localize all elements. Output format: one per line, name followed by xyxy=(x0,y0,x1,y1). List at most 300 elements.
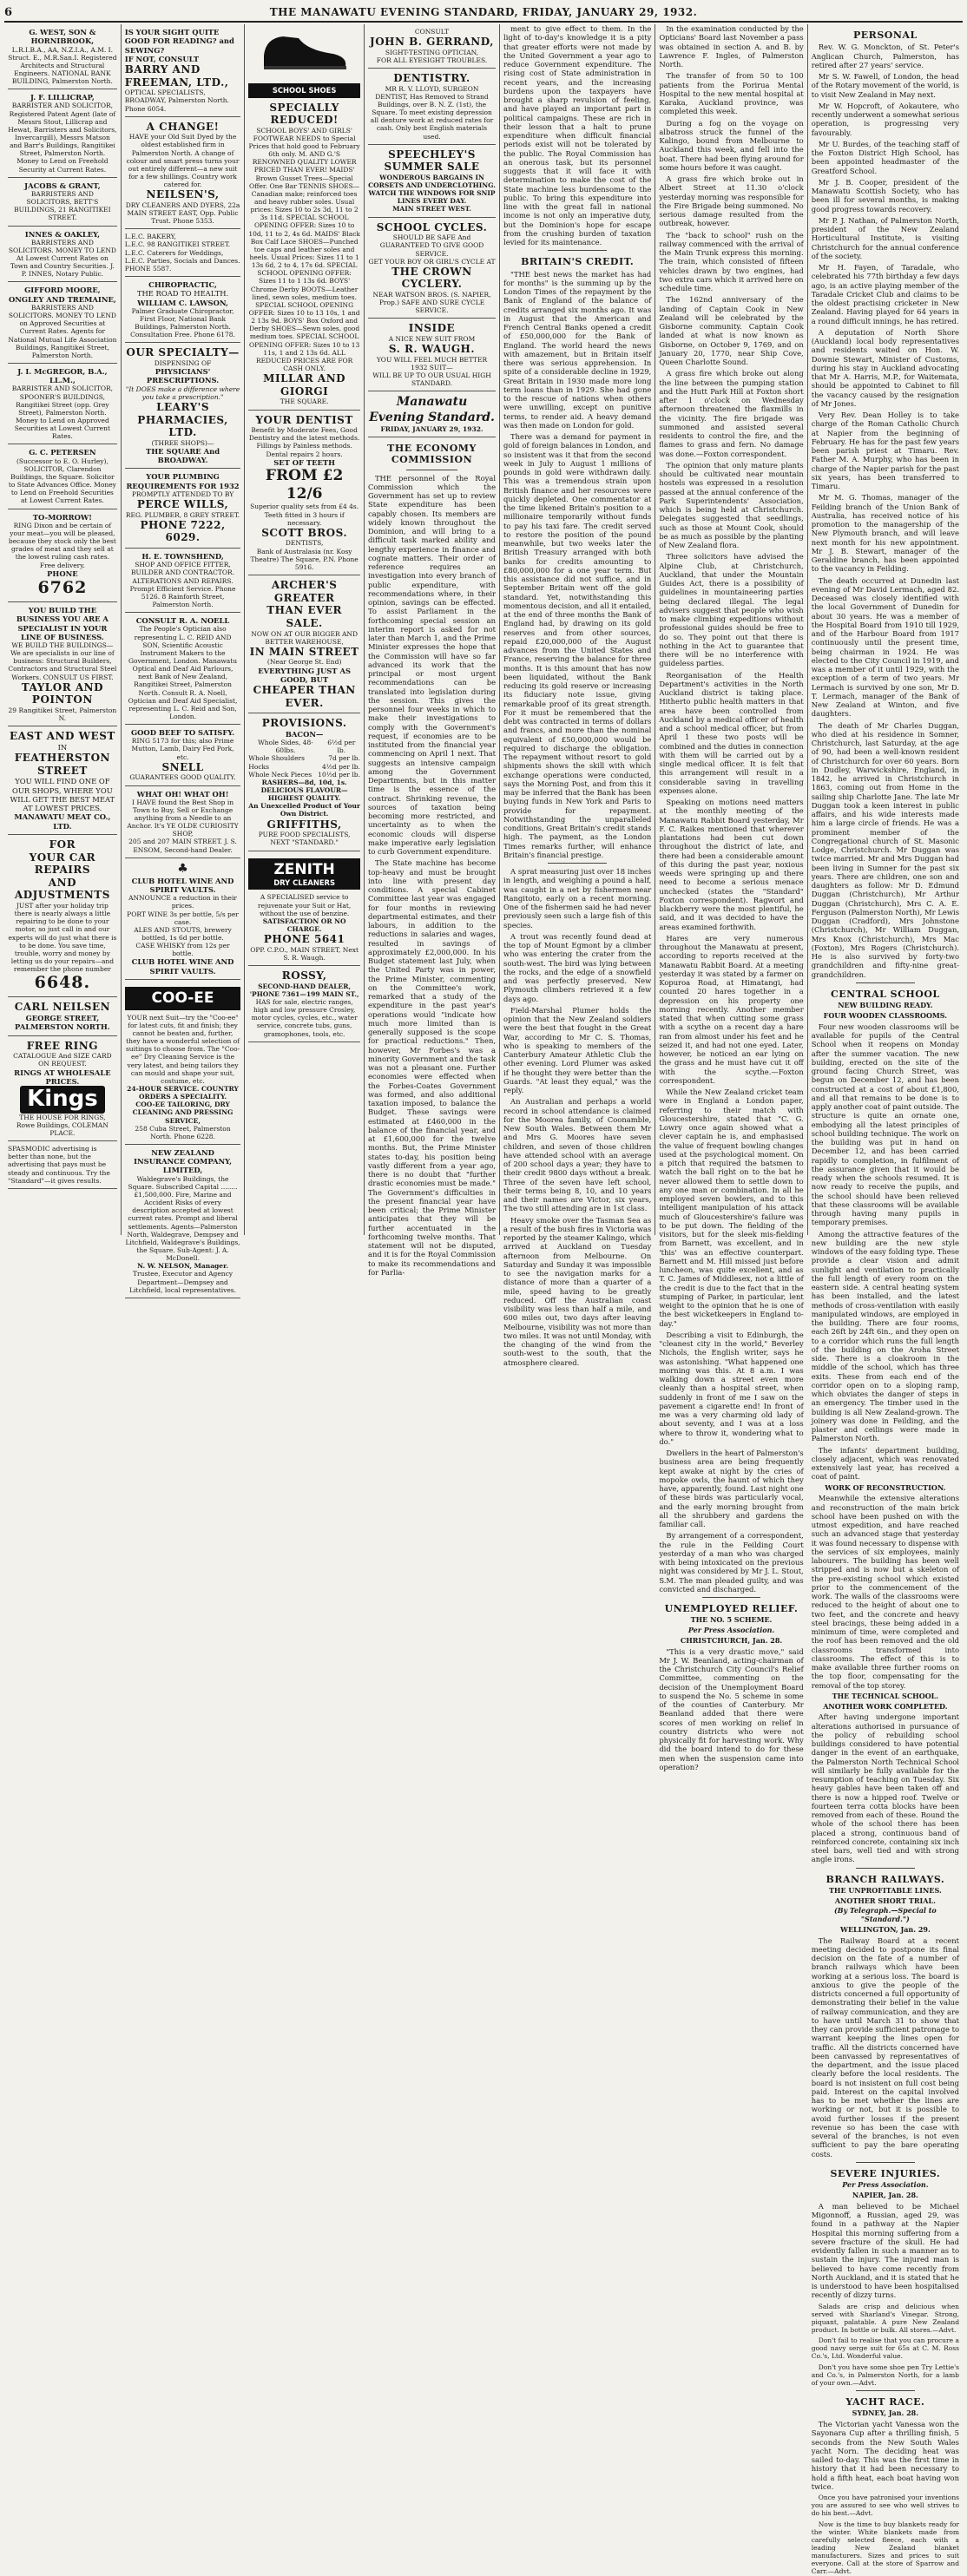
change-ad xyxy=(125,117,241,230)
leary-ad xyxy=(125,343,241,469)
reid-head: CONSULT R. A. NOELL xyxy=(135,616,230,626)
phone-number: 6762 xyxy=(37,577,88,597)
advert-item: Now is the time to buy blankets ready for the winter. White blankets made from carefully selected fleece, each with a leading New Zealand blanket manufacturers. Sizes and prices to suit everyone. Call at the store of Sparrow and Carr.—Advt. xyxy=(811,2520,959,2576)
ad-body: L.R.I.B.A., AA, N.Z.I.A., A.M. I. Struct. E., M.R.San.I. Registered Architects and Structural Engineers. NATIONAL BANK BUILDING, Palmerston North. xyxy=(8,45,117,86)
rule xyxy=(856,982,915,983)
rule xyxy=(856,2162,915,2163)
nz-insurance-ad xyxy=(125,1145,241,1298)
news-item: In the examination conducted by the Opticians' Board last November a pass was obtained in section A. and B. by Lawrence F. Ingles, of Palmerston North. xyxy=(659,24,804,69)
car-body: JUST after your holiday trip there is nearly always a little repairing to be done to your motor, so just call in and our experts will do just what there is to be done. You save time, trouble, worry and money by letting us do your repairs—and remember the phone number xyxy=(8,902,117,974)
professional-ad xyxy=(8,89,117,178)
ad-heading: JACOBS & GRANT, xyxy=(24,181,101,190)
plumbing-ad xyxy=(125,469,241,549)
ring-l1: FREE RING xyxy=(26,1039,99,1052)
meat-l4: YOU WILL FIND ONE OF OUR SHOPS, WHERE YOU WILL GET THE BEST MEAT AT LOWEST PRICES. xyxy=(10,777,115,813)
meat-name: MANAWATU MEAT CO., LTD. xyxy=(14,812,111,831)
branch-head: BRANCH RAILWAYS. xyxy=(826,1873,945,1885)
phone-label: PHONE xyxy=(47,568,78,578)
townshend-name: H. E. TOWNSHEND, xyxy=(141,552,224,562)
advert-item: Once you have patronised your inventions you are assured to see who well strives to do his best.—Advt. xyxy=(811,2494,959,2518)
plumb-l2: REG. PLUMBER, 8 GREY STREET. xyxy=(125,510,240,519)
provisions-l1: BACON— xyxy=(285,729,324,739)
waugh-l4: 1932 SUIT— xyxy=(411,364,453,371)
dentist-price: FROM £2 12/6 xyxy=(265,466,344,503)
ad-body: RING Dixon and be certain of your meat—you will be pleased, because they stock only the best grades of meat and they sell at the lowest ruling cash rates. Free delivery. xyxy=(8,521,116,569)
rossy-l1: SECOND-HAND DEALER, 'PHONE 7361—199 MAIN ST., xyxy=(249,982,359,998)
provision-item: Hocks xyxy=(248,762,269,771)
personal-item: Very Rev. Dean Holley is to take charge of the Roman Catholic Church at Napier from the beginning of February. He has for the past few years been parish priest at Timaru. Rev. Father M. A. Murphy, who has been in charge of the Napier parish for the past six years, has been transferred to Timaru. xyxy=(811,411,959,491)
rule xyxy=(702,1597,760,1598)
carl-street: GEORGE STREET, xyxy=(25,1014,100,1023)
club-price: CASE WHISKY from 12s per bottle. xyxy=(135,942,230,958)
sight-ad xyxy=(125,24,241,117)
cooee-l1: 24-HOUR SERVICE. COUNTRY ORDERS A SPECIALITY. xyxy=(127,1084,239,1101)
speechley-l1: WONDEROUS BARGAINS IN CORSETS AND UNDERCLOTHING. xyxy=(368,173,496,190)
news-item: While the New Zealand cricket team were in England a London paper, referring to their match with Gloucestershire, stated that "C. G. Lowry once again showed what a clever captain he is, and emphasised the value of frequent bowling changes used at the psychological moment. On a pitch that required the batsmen to watch the ball right on to the bat he never allowed them to settle down to any one man or combination. In all he employed seven bowlers, and to this intelligent manipulation of his attack much of Gloucestershire's failure was to be put down. The fielding of the visitors, but for the sleek mis-fielding from Barnett, was excellent, and in 'this' was an effective counterpart. Barnett and M. Hill missed just before luncheon, was quite excellent, and as T. C. James of Middlesex, not a little of the credit is due to the fact that in the stumping of Parker, in particular, lent weight to the opinion that he is one of the best wicketkeepers in England to-day." xyxy=(659,1088,804,1328)
townshend-ad xyxy=(125,549,241,613)
tech-head: THE TECHNICAL SCHOOL. xyxy=(832,1691,939,1700)
bakery-line: PHONE 5587. xyxy=(124,264,172,273)
zenith-phone: PHONE 5641 xyxy=(263,933,345,946)
relief-dateline: CHRISTCHURCH, Jan. 28. xyxy=(680,1635,783,1645)
column-5 xyxy=(500,24,655,1367)
branch-dateline: WELLINGTON, Jan. 29. xyxy=(839,1924,931,1934)
rossy-body: HAS for sale, electric ranges, high and low pressure Crosley, motor cycles, cycles, etc., water service, concrete tubs, guns, gramophones, tools, etc. xyxy=(251,998,358,1038)
provision-price: 6½d per lb. xyxy=(327,739,356,755)
news-item: The 162nd anniversary of the landing of Captain Cook in New Zealand will be celebrated by the Gisborne community. Captain Cook landed at what is now known as Gisborne, on October 9, 1769, and on January 20, 1770, near Ship Cove, Queen Charlotte Sound. xyxy=(659,295,804,366)
personal-item: Mr W. Hopcroft, of Aokautere, who recently underwent a somewhat serious operation, is progressing very favourably. xyxy=(811,101,959,137)
shoes-l2: THE SQUARE. xyxy=(280,398,329,406)
column-4 xyxy=(365,24,500,1277)
club-body: ANNOUNCE a reduction in their prices. xyxy=(128,894,237,910)
change-head: A CHANGE! xyxy=(146,120,220,133)
ad-body: BARRISTERS AND SOLICITORS. MONEY TO LEND on Approved Securities at Current Rates. Agents for National Mutual Life Association Buildings, Rangitikei Street, Palmerston North. xyxy=(8,303,117,359)
spasmodic-ad xyxy=(8,1141,117,1189)
relief-sub: THE NO. 5 SCHEME. xyxy=(690,1615,773,1625)
ring-l2: CATALOGUE And SIZE CARD ON REQUEST. xyxy=(13,1052,112,1068)
news-item: The transfer of from 50 to 100 patients from the Porirua Mental Hospital to the new mental hospital at Karaka, Auckland province, was completed this week. xyxy=(659,71,804,116)
rule xyxy=(548,250,607,251)
cycles-l2: GET YOUR BOY OR GIRL'S CYCLE AT xyxy=(368,257,496,266)
ensom-addr: 205 and 207 MAIN STREET. J. S. ENSOM, Second-hand Dealer. xyxy=(128,838,237,854)
archer-l8: CHEAPER THAN EVER. xyxy=(253,684,356,709)
provisions-l6: PURE FOOD SPECIALISTS, NEXT "STANDARD." xyxy=(258,831,351,847)
zenith-logo-box xyxy=(248,858,360,890)
news-item: By arrangement of a correspondent, the rule in the Feilding Court yesterday of a man who was charged with being intoxicated on the previous night was considered by Mr J. L. Stout, S.M. The man pleaded guilty, and was convicted and discharged. xyxy=(659,1531,804,1594)
ring-ad xyxy=(8,1036,117,1142)
provisions-list xyxy=(248,739,360,779)
professional-ad xyxy=(8,282,117,363)
column-1 xyxy=(4,24,122,1235)
personal-item: Mr S. W. Fawell, of London, the head of the Rotary movement of the world, is to visit New Zealand in May next. xyxy=(811,72,959,99)
reid-ad xyxy=(125,613,241,725)
carl-town: PALMERSTON NORTH. xyxy=(15,1022,110,1032)
snell-name: SNELL xyxy=(161,760,204,773)
professional-ad xyxy=(8,24,117,89)
britain-paragraph: There was a demand for payment in gold of foreign balances in London, and so insistent was it that from the second week in July to August 1 millions of pounds in gold were withdrawn daily. This was a tremendous strain upon British finance and her resources were quickly depleted. One commentator at the time likened Britain's position to a millionaire temporarily without funds to pay his taxi fare. The credit served to restore the position of the pound meanwhile, but two weeks later the British Treasury arranged with both banks for credits amounting to £80,000,000 for a one year term. But this assistance did not suffice, and in September Britain went off the gold standard. Yet, notwithstanding this momentous decision, and all it entailed, at the end of three months the Bank of England had, by drawing on its gold reserves and from other sources, repaid £20,000,000 of the August advances from the United States and France, reserving the balance for three months. It is this amount that has now been liquidated, without the Bank reducing its gold reserve or increasing its fiduciary note issue, giving remarkable proof of its great strength. For it must be remembered that the debt was contracted in terms of dollars and francs, and more than the nominal equivalent of £50,000,000 would be required to discharge the obligation. The repayment without resort to gold shipments shows the skill with which exchange operations were conducted, says the Morning Post, and from this it may be inferred that the Bank has been buying funds in New York and Paris to provide for repayment. Notwithstanding the unparalleled conditions, Great Britain's credit stands high. The payment, as the London Times remarks further, will enhance Britain's financial prestige. xyxy=(503,432,652,859)
masthead xyxy=(4,3,963,23)
speechley-head: SPEECHLEY'S SUMMER SALE xyxy=(384,148,480,174)
provision-row xyxy=(248,739,360,754)
professional-ad xyxy=(8,364,117,444)
car-phone: 6648. xyxy=(34,973,91,993)
provision-item: Whole Sides, 48-60lbs. xyxy=(258,739,313,755)
nzins-head: NEW ZEALAND INSURANCE COMPANY, LIMITED, xyxy=(134,1147,232,1175)
bakery-line: L.E.C. Parties, Socials and Dances. xyxy=(124,256,240,265)
tech-sub: ANOTHER WORK COMPLETED. xyxy=(823,1701,948,1711)
provision-item: Whole Shoulders xyxy=(248,754,305,763)
townshend-body: ALTERATIONS AND REPAIRS. Prompt Efficient Service. Phone 5126. 8 Rainforth Street, Palmerston North. xyxy=(129,576,236,609)
shoes-l1: SPECIALLY REDUCED! xyxy=(269,101,339,127)
ad-heading: J. I. McGREGOR, B.A., LL.M., xyxy=(17,366,108,385)
severe-body: A man believed to be Michael Migonnoff, a Russian, aged 29, was found in a pathway at the Napier Hospital this morning suffering from a severe fracture of the skull. He had evidently fallen in such a manner as to sustain the injury. The injured man is believed to have come recently from North Auckland, and it is stated that he is understood to have been hospitalised recently of dizzy turns. xyxy=(811,2201,959,2300)
archer-line: THAN EVER SALE. xyxy=(266,604,343,629)
news-item: Describing a visit to Edinburgh, the "cleanest city in the world," Beverley Nichols, the English writer, says he was astonishing. "What happened one morning was this. At 8 a.m. I was walking down a street even more cleanly than a hospital street, when suddenly in front of me I saw on the pavement a cigarette end! In front of me was a very charming old lady of about seventy, and I was at a loss where to throw it, wondering what to do." xyxy=(659,1330,804,1446)
ad-firm: TAYLOR AND POINTON xyxy=(21,680,104,706)
personal-item: The death occurred at Dunedin last evening of Mr David Lermach, aged 82. Deceased was closely identified with the local Government of Dunedin for about 30 years. He was a member of the Hospital Board from 1910 till 1929, and of the Harbour Board from 1917 continuously until the present time, being chairman in 1924. He was elected to the City Council in 1919, and was a member of it until 1929, with the exception of a term of two years. Mr Lermach is survived by one son, Mr D. T. Lermach, manager of the Bank of New Zealand at Winton, and five daughters. xyxy=(811,575,959,719)
dentist-l2: DENTISTS, xyxy=(285,539,324,548)
school-sub2: FOUR WOODEN CLASSROOMS. xyxy=(823,1011,948,1021)
gerrand-ad xyxy=(368,24,496,69)
branch-sub1: THE UNPROFITABLE LINES. xyxy=(828,1885,942,1895)
archer-l7: GOOD, BUT xyxy=(280,674,329,684)
ad-body: WE BUILD THE BUILDINGS—We are specialists in our line of business: Structural Builders, Contractors and Structural Steel Workers. CONSULT US FIRST. xyxy=(8,641,117,681)
rossy-ad xyxy=(248,966,360,1042)
news-item: The opinion that only mature plants should be cultivated near mountain hostels was expressed in a resolution passed at the annual conference of the Park Superintendents' Association, which is being held at Christchurch. Delegates suggested that seedlings, such as those at Mount Cook, should be as much as possible by the planting of New Zealand flora. xyxy=(659,460,804,549)
news-item: Reorganisation of the Health Department's activities in the North Auckland district is taking place. Hitherto public health matters in that area have been controlled from Auckland by a medical officer of health and a school medical officer, but from April 1 these two posts will be combined and the duties in connection with them will be carried out by a single medical officer. It is felt that this arrangement will result in a considerable saving in travelling expenses alone. xyxy=(659,670,804,795)
news-item: An Australian and perhaps a world record in school attendance is claimed for the Moorea family, of Coonamble, New South Wales. Between them Mr and Mrs G. Moores have seven children, and seven of those children have attended school with an average of 200 school days a year; they have to their credit 9800 days without a break. Three of the seven have left school, their terms being 8, 10, and 10 years and their names are Victor, six years, The two still attending are in 1st class. xyxy=(503,1097,652,1213)
ad-heading: J. F. LILLICRAP, xyxy=(30,93,95,102)
school-paragraph: Four new wooden classrooms will be available for pupils of the Central School when it reopens on Monday after the summer vacation. The new building, erected on the site of the ground facing Church Street, was begun on December 12, and has been constructed at a cost of about £1,800, and all that remains to be done is to apply another coat of paint outside. The structure is quite an ornate one, embodying all the latest principles of school building technique. The work on the building was put in hand on December 12, and has been carried rapidly to completion, in fulfilment of the assurance given that it would be ready when the schools resumed. It is now ready to receive the pupils, and the school should have been relieved that these classrooms will be available through having many pupils in temporary premises. xyxy=(811,1022,959,1227)
relief-credit: Per Press Association. xyxy=(687,1626,775,1635)
ad-heading: GIFFORD MOORE, ONGLEY AND TREMAINE, xyxy=(8,286,116,304)
car-l3: AND ADJUSTMENTS xyxy=(14,876,110,902)
ad-address: 29 Rangitikei Street, Palmerston N. xyxy=(8,706,117,723)
branch-body: The Railway Board at a recent meeting decided to postpone its final decision on the fate of a number of branch railways which have been working at a serious loss. The board is anxious to give the people of the districts concerned a full opportunity of demonstrating their belief in the value of railway communication, and they are to have until March 31 to show that they can provide sufficient patronage to warrant keeping the lines open for traffic. All the districts concerned have been canvassed by representatives of the department, and the issue placed clearly before the local residents. The board is not insistent on full cost being paid. Interest on the capital involved has to be met whether the lines are working or not, but it is possible to avoid further losses if the present revenue so has been the case with several of the branches, is not even sufficient to pay the bare operating costs. xyxy=(811,1935,959,2159)
scott-dentist-ad xyxy=(248,411,360,576)
britain-paragraph: "THE best news the market has had for months" is the summing up by the London Times of the repayment by the Bank of England of the balance of credits arranged six months ago. It was in August that the American and French Central Banks opened a credit of £50,000,000 for the Bank of England. The world heard the news with amazement, but in Britain itself there was serious apprehension. In spite of a considerable decline in 1929, Great Britain in 1930 made more long term loans than in 1929. She had gone to the rescue of nations when others were unwilling, except on punitive terms, to render aid. A heavy demand was then made on London for gold. xyxy=(503,269,652,430)
carl-neilsen-ad xyxy=(8,997,117,1035)
bakery-line: L.E.C. 98 RANGITIKEI STREET. xyxy=(124,240,231,249)
editorial-continued: ment to give effect to them. In the light of to-day's knowledge it is a pity that greater efforts were not made by the United Government a year ago to reduce Government expenditure. The rising cost of State administration in recent years, and the increasing burdens upon the taxpayers have brought a sharp revulsion of feeling, and have played an important part in political campaigns. These are rich in their lesson that a halt to prune expenditure when difficult financial periods exist will not be tolerated by the public. The Royal Commission has an onerous task, but its personnel suggests that it will face it with determination to make the cost of the State machine less burdensome to the public. To bring this expenditure into line with the great fall in national income is not only an imperative duty, but the Dominion's hope for escape from the crushing burden of taxation levied for its maintenance. xyxy=(503,24,652,246)
shoes-body: SCHOOL BOYS' AND GIRLS' FOOTWEAR NEEDS to Special Prices that hold good to February 6th only. M. AND G.'S RENOWNED QUALITY LOWER PRICED THAN EVER! MAIDS' Brown Gusset Trees—Special Offer. One Bar TENNIS SHOES—Canadian make; reinforced toes and heavy rubber soles. Usual prices: Sizes 10 to 2s 3d, 11 to 2 3s 11d. SPECIAL SCHOOL OPENING OFFER: Sizes 10 to 10d, 11 to 2, 4s 6d. MAIDS' Black Box Calf Lace SHOES—Punched toe caps and leather soles and heels. Usual Prices: Sizes 11 to 1 13s 6d, 2 to 4, 17s 6d. SPECIAL SCHOOL OPENING OFFER: Sizes 11 to 1 13s 6d. BOYS' Chrome Derby BOOTS—Leather lined, sewn soles, medium toes. SPECIAL SCHOOL OPENING OFFER: Sizes 10 to 13 10s, 1 and 2 13s 9d. BOYS' Box Oxford and Derby SHOES—Sewn soles, good medium toes. SPECIAL SCHOOL OPENING OFFER: Sizes 10 to 13 11s, 1 and 2 13s 6d. ALL REDUCED PRICES ARE FOR CASH ONLY. xyxy=(248,126,360,372)
speechley-ad xyxy=(368,145,496,218)
gerrand-l2: SIGHT-TESTING OPTICIAN, xyxy=(385,48,479,56)
school-paragraph: Among the attractive features of the new building are the new style windows of the easy folding type. These provide a clear vision and admit sunlight and ventilation to practically the full length of every room on the eastern side. A central heating system has been installed, and the latest methods of cross-ventilation with easily manipulated windows, are employed in the building. There are four rooms, each 26ft by 24ft 6in., and they open on to a corridor which runs the full length of the building on the Aroha Street side. There is a cloakroom in the middle of the school, which has three exits. These from each end of the corridor open on to a sloping ramp, which obviates the danger of steps in an emergency. The timber used in the building is all New Zealand-grown. The joinery was done in Feilding, and the plaster and ceilings were made in Palmerston North. xyxy=(811,1229,959,1443)
severe-dateline: NAPIER, Jan. 28. xyxy=(852,2191,918,2200)
sight-l2: IF NOT, CONSULT xyxy=(124,54,200,63)
zenith-ad xyxy=(248,851,360,967)
editorial-paragraph: THE personnel of the Royal Commission which the Government has set up to review State expenditure has been capably chosen. Its members are widely known throughout the Dominion, and will bring to a difficult task marked ability and lengthy experience in finance and cognate matters. Their order of reference requires an investigation into every branch of public expenditure, with recommendations where, in their opinion, savings can be effected. To assist Parliament in the forthcoming special session an interim report is asked for not later than March 1, and the Prime Minister expresses the hope that the Commission will have so far advanced its work that the principal or most urgent recommendations can be translated into legislation during the session. This gives the personnel four weeks in which to make their investigations to comply with the Government's request, if economies are to be instituted from the financial year commencing on April 1 next. That suggests an intensive campaign among the Government Departments, but in this matter time is the essence of the contract. Shrinking revenue, the sources of taxation being becoming more restricted, and uncertainty as to when the economic clouds will disperse make imperative early legislation to curb Government expenditure. xyxy=(367,473,497,857)
plumb-phone: PHONE 7222, 6029. xyxy=(140,518,226,544)
provision-row xyxy=(248,771,360,779)
news-item: The "back to school" rush on the railway commenced with the arrival of the Main Trunk express this morning. The train, which consisted of fifteen vehicles drawn by two engines, had two extra cars which it arrived here on schedule time. xyxy=(659,230,804,292)
column-7 xyxy=(808,24,963,2576)
chiro-l1: THE ROAD TO HEALTH. xyxy=(136,289,229,299)
archer-l4: IN MAIN STREET xyxy=(249,645,359,658)
yacht-body: The Victorian yacht Vanessa won the Sayonara Cup after a thrilling finish, 5 seconds from the New South Wales yacht Norn. The deciding heat was sailed to-day. This was the first time in history that it had been necessary to hold a fifth heat, each boat having won twice. xyxy=(811,2420,959,2491)
shoes-name: MILLAR AND GIORGI xyxy=(263,372,346,398)
ad-body: (Successor to E. O. Hurley), SOLICITOR, Clarendon Buildings, the Square. Solicitor to State Advances Office. Money to Lend on Freehold Securities at Lowest Current Rates. xyxy=(8,457,116,505)
personal-item: Rev. W. G. Monckton, of St. Peter's Anglican Church, Palmerston, has retired after 27 years' service. xyxy=(811,43,959,69)
rule xyxy=(856,1868,915,1869)
dentistry-body: MR R. V. LLOYD, SURGEON DENTIST, Has Removed to Strand Buildings, over B. N. Z. (1st), the Square. To meet existing depression all denture work at reduced rates for cash. Only best English materials used. xyxy=(370,84,494,141)
ad-heading: YOU BUILD THE BUSINESS YOU ARE A SPECIALIST IN YOUR LINE OF BUSINESS. xyxy=(16,606,109,641)
nameplate-l2: Evening Standard. xyxy=(369,410,495,424)
provision-price: 7d per lb. xyxy=(328,754,360,763)
cycles-head: SCHOOL CYCLES. xyxy=(376,220,488,233)
cycles-l3: NEAR WATSON BROS. (S. NAPIER, Prop.) SAFE AND SURE CYCLE SERVICE. xyxy=(372,291,491,315)
meat-ad xyxy=(8,726,117,835)
column-2 xyxy=(122,24,246,1294)
personal-item: Mr H. Fayen, of Taradale, who celebrated his 77th birthday a few days ago, is an active playing member of the Taradale Cricket Club and claims to be the oldest practising cricketer in New Zealand. Having played for 64 years in a round difficult innings, he has retired. xyxy=(811,263,959,325)
sight-l3: OPTICAL SPECIALISTS, BROADWAY, Palmerston North. Phone 6054. xyxy=(124,89,229,113)
dentist-head: YOUR DENTIST xyxy=(255,413,353,426)
club-name: CLUB HOTEL WINE AND SPIRIT VAULTS. xyxy=(131,876,234,895)
news-item: A grass fire which broke out in Albert Street at 11.30 o'clock yesterday morning was responsible for the Fire Brigade being summoned. No serious damage resulted from the outbreak, however. xyxy=(659,174,804,228)
leary-l3: (THREE SHOPS)— xyxy=(151,438,214,447)
ad-body: BARRISTERS AND SOLICITORS. MONEY TO LEND At Lowest Current Rates on Town and Country Securities. J. P. INNES, Notary Public. xyxy=(8,238,116,279)
professional-ad xyxy=(8,178,117,227)
club-price: PORT WINE 3s per bottle, 5/s per case. xyxy=(127,910,239,926)
provision-row xyxy=(248,763,360,771)
provisions-l2: RASHERS—8d, 10d, 1s. xyxy=(261,778,347,786)
snell-body: RING 5173 for this; also Prime Mutton, Lamb, Dairy Fed Pork, etc. xyxy=(131,737,234,761)
bakery-line: L.E.C. BAKERY, xyxy=(124,233,177,241)
gerrand-l3: FOR ALL EYESIGHT TROUBLES. xyxy=(376,56,488,64)
news-item: Hares are very numerous throughout the Manawatu at present, according to reports received at the Manawatu Rabbit Board. At a meeting yesterday it was stated by a farmer on Kopuroa Road, at Himatangi, had counted 20 hares together in a depression on his property one morning recently. Another member stated that when cutting some grass with a scythe on a recent day a hare ran from almost under his feet and he seized it, and had not one eyed. Later, however, he noticed an ear lying on the grass and he must have cut it off with the scythe.—Foxton correspondent. xyxy=(659,933,804,1085)
ad-body: BARRISTERS AND SOLICITORS, BETT'S BUILDINGS, 21 RANGITIKEI STREET. xyxy=(14,189,111,222)
zenith-addr: OPP. C.P.O., MAIN STREET, Next S. R. Waugh. xyxy=(250,945,359,962)
spasmodic-note: SPASMODIC advertising is better than none, but the advertising that pays must be steady and continuous. Try the "Standard"—it gives results. xyxy=(8,1145,110,1185)
ad-heading: G. WEST, SON & HORNIBROOK, xyxy=(29,28,96,46)
personal-head: PERSONAL xyxy=(853,30,918,41)
archer-l5: (Near George St. End) xyxy=(266,658,342,667)
bakery-ad xyxy=(125,229,241,277)
plumb-name: PERCE WILLS, xyxy=(136,498,229,511)
shoe-icon xyxy=(257,30,352,76)
provision-price: 4½d per lb. xyxy=(321,762,360,771)
page-number: 6 xyxy=(4,5,13,19)
sight-l1: IS YOUR SIGHT QUITE GOOD FOR READING? and SEWING? xyxy=(124,28,234,55)
gerrand-name: JOHN B. GERRAND, xyxy=(370,36,494,49)
provisions-name: GRIFFITHS, xyxy=(266,818,342,831)
ring-l3: RINGS AT WHOLESALE PRICES. xyxy=(14,1068,111,1086)
leary-l2: PHYSICIANS' PRESCRIPTIONS. xyxy=(146,367,220,385)
school-head: CENTRAL SCHOOL xyxy=(831,988,940,1000)
news-item: Heavy smoke over the Tasman Sea as a result of the bush fires in Victoria was reported by the steamer Kalingo, which arrived at Auckland on Tuesday afternoon from Melbourne. On Saturday and Sunday it was impossible to see the navigation marks for a distance of more than a quarter of a mile, speed having to be greatly reduced. Off the Australian coast visibility was less than half a mile, and 600 miles out, two days after leaving Melbourne, visibility was not more than two miles. It was not until Monday, with the changing of the wind from the south-west to the south, that the atmosphere cleared. xyxy=(503,1215,652,1367)
cooee-body: YOUR next Suit—try the "Coo-ee" for latest cuts, fit and finish; they cannot be beaten and, further, they have a wonderful selection of suitings to choose from. The "Coo-ee" Dry Cleaning Service is the very latest, and being tailors they can mould and shape your suit, costume, etc. xyxy=(125,1013,240,1085)
waugh-name: S. R. WAUGH. xyxy=(388,343,476,356)
kings-logo: Kings xyxy=(20,1086,105,1114)
news-item: A grass fire which broke out along the line between the pumping station and the Hutt Park Hill at Foxton short after 1 o'clock on Wednesday afternoon threatened the flaxmills in the vicinity. The fire brigade was summoned and assisted several residents to control the fire, and the flames to grass and fern. No damage was done.—Foxton correspondent. xyxy=(659,369,804,458)
snell-l2: GUARANTEES GOOD QUALITY. xyxy=(129,773,236,782)
nzins-name: N. W. NELSON, Manager. xyxy=(137,1262,228,1271)
advert-item: Salads are crisp and delicious when served with Sharland's Vinegar. Strong, piquant, palatable. A pure New Zealand product. In bottle or bulk. All stores.—Advt. xyxy=(811,2302,959,2335)
dentist-name: SCOTT BROS. xyxy=(261,526,348,539)
tech-body: After having undergone important alterations authorised in pursuance of the policy of rebuilding school buildings considered to have potential danger in the event of an earthquake, the Palmerston North Technical School will similarly be fully available for the resumption of teaching on Tuesday. Six heavy gables have been taken off and there is now a hipped roof. Twelve or fourteen terra cotta blocks have been removed from each of these. Round the whole of the school there has been placed a strong, continuous band of reinforced concrete, containing six inch steel bars, well tied and with strong angle irons. xyxy=(811,1712,959,1864)
ad-body: BARRISTER AND SOLICITOR, SPOONER'S BUILDINGS, Rangitikei Street (opp. Grey Street), Palmerston North. Money to Lend on Approved Securities at Lowest Current Rates. xyxy=(11,384,114,441)
dentist-body2: Superior quality sets from £4 4s. Teeth fitted in 3 hours if necessary. xyxy=(250,503,359,527)
meat-l3: FEATHERSTON STREET xyxy=(14,752,110,777)
newspaper-page xyxy=(4,3,963,2576)
news-item: Field-Marshal Plumer holds the opinion that the New Zealand soldiers were the best that fought in the Great War, according to Mr C. S. Thomas, who is speaking to members of the Canterbury Amateur Athletic Club the other evening. Lord Plumer was asked if he thought they were better than the Guards. "At least they equal," was the reply. xyxy=(503,1005,652,1095)
nameplate-date: FRIDAY, JANUARY 29, 1932. xyxy=(380,424,484,433)
recon-body: Meanwhile the extensive alterations and reconstruction of the main brick school have been pushed on with the utmost expedition, and have reached such an advanced stage that yesterday it was found necessary to dispense with the services of six employees, mainly labourers. The building has been well stripped and is now but a skeleton of the pre-existing school which existed prior to the commencement of the work. The walls of the classrooms were reduced to the height of about one to two feet, and the concrete and heavy steel bracings, these being added in a minimum of time, were completed and the roof has been removed and the old classrooms transformed into classrooms. The effect of this is to make available three further rooms on the top floor, compensating for the removal of the top storey. xyxy=(811,1494,959,1690)
zenith-logo2: DRY CLEANERS xyxy=(273,878,336,888)
archer-l6: EVERYTHING JUST AS xyxy=(258,666,351,675)
gerrand-l1: CONSULT xyxy=(414,28,450,36)
cycles-ad xyxy=(368,218,496,319)
school-sub1: NEW BUILDING READY. xyxy=(838,1001,933,1010)
column-6 xyxy=(655,24,807,1771)
sight-name: BARRY AND FREEMAN, LTD., xyxy=(124,63,229,89)
relief-head: UNEMPLOYED RELIEF. xyxy=(664,1603,799,1614)
news-item: A trout was recently found dead at the top of Mount Egmont by a climber who was entering the crater from the south-west. The bird was lying between the rocks, and the edge of a snowfield and was perfectly preserved. New Plymouth climbers retrieved it a few days ago. xyxy=(503,931,652,1003)
club-l4: CLUB HOTEL WINE AND SPIRIT VAULTS. xyxy=(131,957,234,976)
professional-ad xyxy=(8,227,117,283)
ensom-ad xyxy=(125,786,241,858)
dentist-teeth: SET OF TEETH xyxy=(273,457,336,467)
archer-sale-ad xyxy=(248,575,360,713)
car-l2: YOUR CAR REPAIRS xyxy=(29,851,96,877)
personal-item: Mr M. G. Thomas, manager of the Feilding branch of the Union Bank of Australia, has received notice of his promotion to the managership of the New Plymouth branch, and will leave next month for his new appointment. Mr J. B. Stewart, manager of the Geraldine branch, has been appointed to the vacancy in Feilding. xyxy=(811,493,959,574)
provision-item: Whole Neck Pieces xyxy=(248,770,312,779)
ad-heading: TO-MORROW! xyxy=(32,512,92,522)
provisions-l4: HIGHEST QUALITY. xyxy=(267,794,341,803)
severe-credit: Per Press Association. xyxy=(842,2180,929,2190)
professional-ad xyxy=(8,602,117,726)
dentistry-head: DENTISTRY. xyxy=(393,72,470,85)
change-name: NEILSEN'S, xyxy=(146,188,220,201)
news-item: Speaking on motions need matters at the monthly meeting of the Manawatu Rabbit Board yesterday, Mr F. C. Raikes mentioned that wherever plantations had been cut down throughout the district of late, and there had been a considerable amount of this during the past year, noxious weeds were springing up and there need to become a serious menace unchecked (states the "Standard" Foxton correspondent). Ragwort and blackberry were the most plentiful, he said, and it was decided to have the areas examined forthwith. xyxy=(659,798,804,931)
change-body: HAVE your Old Suit Dyed by the oldest established firm in Palmerston North. A change of colour and smart press turns your out entirely different—a new suit for a few shillings. Country work catered for. xyxy=(126,133,240,189)
zenith-body: A SPECIALISED service to rejuvenate your Suit or Hat, without the use of benzine. xyxy=(258,893,352,917)
leary-l1: DISPENSING OF xyxy=(154,358,212,367)
meat-l1: EAST AND WEST xyxy=(9,730,115,743)
personal-item: Mr P. J. Nathan, of Palmerston North, president of the New Zealand Horticultural Institute, is visiting Christchurch for the annual conference of the society. xyxy=(811,215,959,260)
leary-quote: "It DOES make a difference where you take a prescription." xyxy=(125,384,240,401)
provisions-l3: DELICIOUS FLAVOUR— xyxy=(260,786,348,795)
editorial-head: THE ECONOMY COMMISSION xyxy=(387,442,477,466)
chiro-body: Palmer Graduate Chiropractor, First Floor, National Bank Buildings, Palmerston North. Consultation Free. Phone 6178. xyxy=(130,306,235,339)
severe-head: SEVERE INJURIES. xyxy=(830,2167,941,2179)
branch-credit: (By Telegraph.—Special to "Standard.") xyxy=(833,1906,937,1924)
yacht-head: YACHT RACE. xyxy=(845,2396,925,2408)
relief-body: "This is a very drastic move," said Mr J. W. Beanland, acting-chairman of the Christchurch City Council's Relief Committee, commenting on the decision of the Unemployment Board to suspend the No. 5 scheme in some of the counties of Canterbury. Mr Beanland added that there were scores of men working on relief in country districts who were not physically fit for harvesting work. Why did the board intend to do for these men when the suspension came into operation? xyxy=(659,1646,804,1771)
cooee-l2: COO-EE TAILORING, DRY CLEANING AND PRESSING SERVICE, xyxy=(132,1101,234,1125)
news-item: A sprat measuring just over 18 inches in length, and weighing a pound a half, was caught in a net by fishermen near Rangitoto, early on a recent morning. One of the fishermen said he had never previously seen such a large fish of this species. xyxy=(503,867,652,930)
reid-body: The People's Optician also representing L. C. REID AND SON, Scientific Acoustic Instrument Makers to the Government, London. Manawatu Optical and Deaf Aid Parlours, next Bank of New Zealand, Rangitikei Street, Palmerston North. Consult R. A. Noell, Optician and Deaf Aid Specialist, representing L. C. Reid and Son, London. xyxy=(128,625,238,720)
snell-head: GOOD BEEF TO SATISFY. xyxy=(130,728,235,738)
waugh-ad xyxy=(368,319,496,391)
carl-name: CARL NEILSEN xyxy=(14,1001,111,1014)
nzins-body: Waldegrave's Buildings, the Square. Subscribed Capital ........ £1,500,000. Fire, Marine and Accident Risks of every description accepted at lowest current rates. Prompt and liberal settlements. Agents—Palmerston North, Waldegrave, Dempsey and Litchfield, Waldegrave's Buildings, the Square. Sub-Agent: J. A. McDonell. xyxy=(125,1174,240,1263)
speechley-l2: WATCH THE WINDOWS FOR SNIP LINES EVERY DAY. xyxy=(368,189,496,206)
ring-l5: Rowe Buildings, COLEMAN PLACE. xyxy=(16,1120,109,1138)
chiropractic-ad xyxy=(125,277,241,343)
leary-l4: THE SQUARE And BROADWAY. xyxy=(146,446,220,465)
cooee-logo: COO-EE xyxy=(125,987,241,1010)
cooee-ad xyxy=(125,980,241,1145)
dentist-body: Benefit by Moderate Fees, Good Dentistry and the latest methods. Fillings by Painless methods. Dental repairs 2 hours. xyxy=(248,426,360,458)
personal-item: The death of Mr Charles Duggan, who died at his residence in Somner, Christchurch, last Saturday, at the age of 90, had been a well-known resident of Christchurch for over 60 years. Born in Dudley, Warwickshire, England, in 1842, he arrived in Christchurch in 1863, coming out from Home in the sailing ship Charlotte Jane. The late Mr Duggan took a keen interest in public affairs, and his wide interests made him a large circle of friends. He was a prominent member of the Congregational church of St. Masonic Lodge, Christchurch. Mr Duggan was twice married. Mr and Mrs Duggan had been living in Sumner for the past six years. There are children, one son and daughters as follow: Mr D. Edmund Duggan (Christchurch), Mr Arthur Duggan (Christchurch), Mrs C. A. E. Ferguson (Palmerston North), Mr Lewis Duggan (Cradford), Mrs Johnstone (Christchurch), Mr William Duggan, Mrs Knox (Christchurch), Mrs Mac (Foxton), Mrs Rogers (Christchurch). He is also survived by forty-two grandchildren and fifty-nine great-grandchildren. xyxy=(811,720,959,979)
snell-ad xyxy=(125,725,241,785)
provision-price: 10½d per lb. xyxy=(318,770,360,779)
car-repair-ad xyxy=(8,835,117,998)
provisions-head: PROVISIONS. xyxy=(261,717,347,730)
provision-row xyxy=(248,754,360,762)
column-3 xyxy=(245,24,365,1235)
chiro-name: WILLIAM C. LAWSON, xyxy=(137,298,228,307)
ring-l4: THE HOUSE FOR RINGS, xyxy=(19,1113,106,1121)
news-item: Three solicitors have advised the Alpine Club, at Christchurch, Auckland, that under the Mountain Guides Act, there is a possibility of guidelines in mountaineering parties being declared illegal. The legal advisers suggest that people who wish to make climbing expeditions without professional guides should be free to do so. They point out that there is nothing in the Act to guarantee that there will be no interference with guideless parties. xyxy=(659,552,804,668)
yacht-dateline: SYDNEY, Jan. 28. xyxy=(852,2408,919,2418)
dentistry-ad xyxy=(368,69,496,145)
waugh-l2: A NICE NEW SUIT FROM xyxy=(388,335,476,344)
plumb-head: YOUR PLUMBING REQUIREMENTS FOR 1932 xyxy=(126,472,240,490)
editorial-paragraph: The State machine has become top-heavy and must be brought into line with present day conditions. A special Cabinet Committee last year was engaged for four months in reviewing departmental estimates, and their labours, in addition to the reductions in salaries and wages, resulted in savings of approximately £2,000,000. In his Budget statement last July, when the United Party was in power, the Prime Minister, commenting on the Committee's work, remarked that a study of the expenditure in the past year's operations would "indicate how much more limited than is generally supposed is the scope for practical reductions." Then, however, Mr Forbes's was a minority Government and the task was not a pleasant one. Further economies were effected when the Forbes-Coates Government was formed, and also additional taxation imposed, to balance the Budget. These savings were estimated at £460,000 in the balance of the financial year, and at £1,600,000 for the twelve months. But, the Prime Minister states to-day, his position being vastly different from a year ago, there is no doubt that "further drastic economies must be made." The Government's difficulties in the present financial year have been critical; the Prime Minister anticipates that they will be further accentuated in the forthcoming twelve months. That statement will not be disputed, and it is for the Royal Commission to make its recommendations and for Parlia- xyxy=(367,858,497,1277)
professional-ad xyxy=(8,444,117,509)
news-item: Dwellers in the heart of Palmerston's business area are being frequently kept awake at night by the cries of mopoke owls, the haunt of which they have, apparently, found. Last night one of these birds was particularly vocal, and the early morning brought from all the shrubbery and gardens the familiar call. xyxy=(659,1449,804,1528)
dentist-addr: Bank of Australasia (nr. Kosy Theatre) The Square, P.N. Phone 5916. xyxy=(250,547,359,571)
waugh-l1: INSIDE xyxy=(408,322,456,335)
car-l1: FOR xyxy=(49,838,76,851)
cycles-l1: SHOULD BE SAFE And GUARANTEED TO GIVE GOOD SERVICE. xyxy=(379,233,484,258)
chiro-head: CHIROPRACTIC, xyxy=(148,280,217,290)
zenith-logo: ZENITH xyxy=(273,860,335,878)
personal-item: Mr J. B. Cooper, president of the Manawatu Scottish Society, who has been ill for several months, is making good progress towards recovery. xyxy=(811,177,959,214)
leary-head: OUR SPECIALTY— xyxy=(126,346,240,359)
britain-head: BRITAIN'S CREDIT. xyxy=(521,256,635,268)
personal-item: Mr U. Burdes, of the teaching staff of the Foxton District High School, has been appointed headmaster of the Greatford School. xyxy=(811,139,959,175)
rule xyxy=(856,2390,915,2391)
meat-l2: IN xyxy=(57,742,68,752)
rule xyxy=(548,863,607,864)
news-item: During a fog on the voyage on albatross struck the funnel of the Kalingo, bound from Melbourne to Auckland this week, and fell into the boat. There had been flying around for some hours before it was caught. xyxy=(659,118,804,172)
rossy-head: ROSSY, xyxy=(281,969,327,982)
archer-line: ARCHER'S GREATER xyxy=(271,579,338,604)
recon-head: WORK OF RECONSTRUCTION. xyxy=(825,1482,946,1492)
school-paragraph: The infants' department building, closely adjacent, which was renovated extensively last year, has received a coat of paint. xyxy=(811,1445,959,1482)
school-shoes-ad xyxy=(248,24,360,411)
nzins-l2: Trustee, Executor and Agency Department—Dempsey and Litchfield, local representatives. xyxy=(129,1270,237,1294)
provisions-ad xyxy=(248,713,360,851)
club-icon: ♣ xyxy=(177,861,188,876)
ad-body: BARRISTER AND SOLICITOR, Registered Patent Agent (late of Messrs Stout, Lillicrap and Hewat, Barristers and Solicitors, Invercargill), Messrs Matson and Barr's Buildings, Rangitikei Street, Palmerston North. Money to Lend on Freehold Security at Current Rates. xyxy=(8,102,117,174)
club-hotel-ad xyxy=(125,858,241,980)
professional-ad xyxy=(8,509,117,603)
ad-heading: G. C. PETERSEN xyxy=(29,448,96,457)
leary-name: LEARY'S PHARMACIES, LTD. xyxy=(137,400,228,439)
advert-item: Don't fail to realise that you can procure a good navy serge suit for 65s at C. M. Ross Co.'s, Ltd. Wonderful value. xyxy=(811,2336,959,2361)
shoes-logo: SCHOOL SHOES xyxy=(248,83,360,97)
zenith-l1: SATISFACTION OR NO CHARGE. xyxy=(262,917,346,934)
branch-sub2: ANOTHER SHORT TRIAL. xyxy=(834,1896,936,1905)
archer-l3: NOW ON AT OUR BIGGER AND BETTER WAREHOUSE, xyxy=(251,629,358,646)
cycles-name: THE CROWN CYCLERY. xyxy=(391,265,472,291)
ensom-body: I HAVE found the Best Shop in Town to Buy, Sell or Exchange anything from a Needle to an Anchor. It's YE OLDE CURIOSITY SHOP, xyxy=(127,798,239,838)
speechley-l3: MAIN STREET WEST. xyxy=(392,205,471,214)
advert-item: Don't you have some shoe pen Try Lettie's and Co.'s, in Palmerston North, for a lamb of your own.—Advt. xyxy=(811,2362,959,2387)
ad-heading: INNES & OAKLEY, xyxy=(24,229,100,239)
waugh-l3: YOU WILL FEEL MUCH BETTER xyxy=(376,355,488,364)
change-l2: DRY CLEANERS AND DYERS, 22a MAIN STREET EAST, Opp. Public Trust. Phone 5353. xyxy=(125,200,240,226)
nameplate-l1: Manawatu xyxy=(396,395,468,410)
townshend-l1: SHOP AND OFFICE FITTER, BUILDER AND CONTRACTOR. xyxy=(130,561,235,577)
cooee-l3: 258 Cuba Street, Palmerston North. Phone 6228. xyxy=(135,1124,231,1140)
personal-item: A deputation of North Shore (Auckland) local body representatives and residents waited on Hon. W. Downie Stewart, Minister of Customs, during his stay in Auckland advocating that Mr A. Harris, M.P., for Waitemata, should be appointed to Cabinet to fill the vacancy caused by the resignation of Mr Jones. xyxy=(811,327,959,408)
